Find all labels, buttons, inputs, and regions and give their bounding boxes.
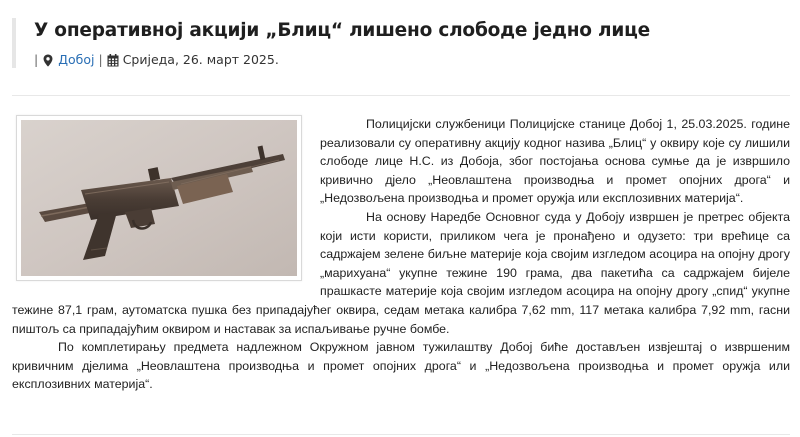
article-image[interactable]	[16, 115, 302, 281]
article-title: У оперативној акцији „Блиц“ лишено слободе једно лице	[34, 20, 651, 41]
article-paragraph: Полицијски службеници Полицијске станице Добој 1, 25.03.2025. године реализовали су оперативну акцију кодног назива „Блиц“ у оквиру које су лишили слободе лице Н.С. из Добоја, због постојања основа сумње да је извршило кривично дјело „Неовлаштена производња и промет опојних дрога“ и „Недозвољена производња и промет оружја или експлозивних материја“.	[320, 117, 790, 206]
meta-separator: |	[98, 52, 103, 67]
article-header	[12, 18, 788, 68]
article-body	[12, 115, 790, 394]
article-meta	[34, 52, 788, 68]
map-marker-icon	[42, 54, 54, 67]
rifle-photo	[21, 120, 297, 276]
calendar-icon	[107, 54, 119, 67]
location-link[interactable]: Добој	[58, 52, 95, 67]
footer-divider	[12, 434, 790, 435]
article-paragraph: На основу Наредбе Основног суда у Добоју извршен је претрес објекта који исти користи, приликом чега је пронађено и одузето: три врећице са садржајем зелене биљне материје која својим изгледом асоцира на опојну дрогу „марихуана“ укупне тежине 190 грама, два пакетића са садржајем бијеле прашкасте материје која својим изгледом асоцира на опојну дрогу „спид“ укупне тежине 87,1 грам, аутоматска пушка без припадајућег оквира, седам метака калибра 7,62 mm, 117 метака калибра 7,92 mm, гасни пиштољ са припадајућим оквиром и наставак за испаљивање ручне бомбе.	[12, 209, 790, 336]
meta-separator: |	[34, 52, 39, 67]
article-paragraph: По комплетирању предмета надлежном Окружном јавном тужилаштву Добој биће достављен извјештај о извршеним кривичним дјелима „Неовлаштена производња и промет опојних дрога“ и „Недозвољена производња и промет оружја или експлозивних материја“.	[12, 340, 790, 392]
header-divider	[12, 95, 790, 96]
article-date: Сриједа, 26. март 2025.	[122, 52, 279, 67]
